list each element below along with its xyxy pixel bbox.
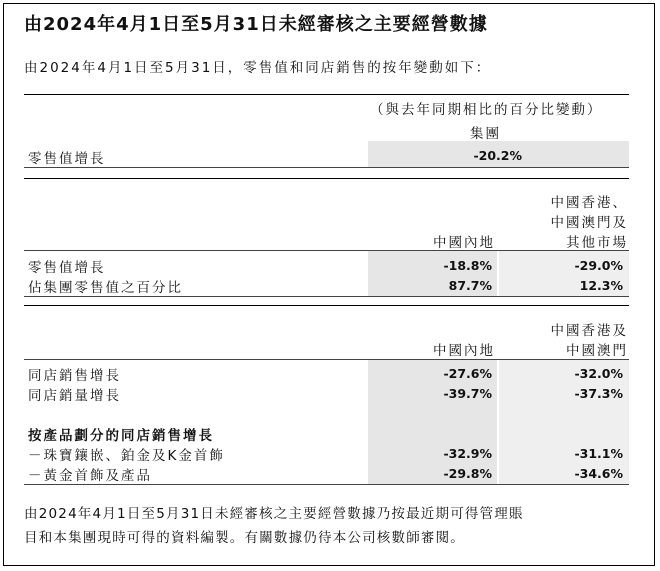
s3-product2-label: －黃金首飾及產品 xyxy=(28,468,152,484)
s3-row2-value1: -39.7% xyxy=(443,386,492,401)
s3-col2-header-line2: 中國澳門 xyxy=(566,343,628,359)
s2-col2-header-line3: 其他市場 xyxy=(566,235,628,251)
comparison-note: （與去年同期相比的百分比變動） xyxy=(370,102,603,118)
s3-row2-label: 同店銷量增長 xyxy=(28,388,121,404)
s2-col2-header-line1: 中國香港、 xyxy=(550,195,628,211)
footnote-line1: 由2024年4月1日至5月31日未經審核之主要經營數據乃按最近期可得管理賬 xyxy=(24,506,524,522)
product-subheading: 按產品劃分的同店銷售增長 xyxy=(28,428,214,444)
s2-row1-value2: -29.0% xyxy=(574,258,623,273)
s2-row1-value1: -18.8% xyxy=(443,258,492,273)
s1-row-label: 零售值增長 xyxy=(28,151,106,167)
s3-col2-header-line1: 中國香港及 xyxy=(550,323,628,339)
s3-product1-value2: -31.1% xyxy=(574,446,623,461)
s3-row1-value2: -32.0% xyxy=(574,366,623,381)
s2-row1-label: 零售值增長 xyxy=(28,260,106,276)
s2-col2-header-line2: 中國澳門及 xyxy=(550,215,628,231)
section3-top-rule xyxy=(24,305,629,306)
section2-bottom-rule xyxy=(24,296,629,297)
s3-col1-header: 中國內地 xyxy=(433,343,495,359)
page-title: 由2024年4月1日至5月31日未經審核之主要經營數據 xyxy=(24,14,488,35)
s3-row2-value2: -37.3% xyxy=(574,386,623,401)
s3-product1-label: －珠寶鑲嵌、鉑金及K金首飾 xyxy=(28,448,225,464)
s2-row2-value2: 12.3% xyxy=(579,278,623,293)
s3-row1-value1: -27.6% xyxy=(443,366,492,381)
s3-product1-value1: -32.9% xyxy=(443,446,492,461)
section3-bottom-rule xyxy=(24,484,629,485)
s3-product2-value2: -34.6% xyxy=(574,466,623,481)
intro-text: 由2024年4月1日至5月31日，零售值和同店銷售的按年變動如下： xyxy=(24,60,492,76)
section1-top-rule xyxy=(24,94,629,95)
group-column-header: 集團 xyxy=(470,126,501,142)
section2-top-rule xyxy=(24,178,629,179)
footnote-line2: 目和本集團現時可得的資料編製。有關數據仍待本公司核數師審閱。 xyxy=(24,530,465,546)
s2-row2-label: 佔集團零售值之百分比 xyxy=(28,280,183,296)
s3-row1-label: 同店銷售增長 xyxy=(28,368,121,384)
s2-row2-value1: 87.7% xyxy=(448,278,492,293)
s3-product2-value1: -29.8% xyxy=(443,466,492,481)
section1-bottom-rule xyxy=(24,167,629,168)
s1-row-value: -20.2% xyxy=(473,148,522,163)
s2-col1-header: 中國內地 xyxy=(433,235,495,251)
